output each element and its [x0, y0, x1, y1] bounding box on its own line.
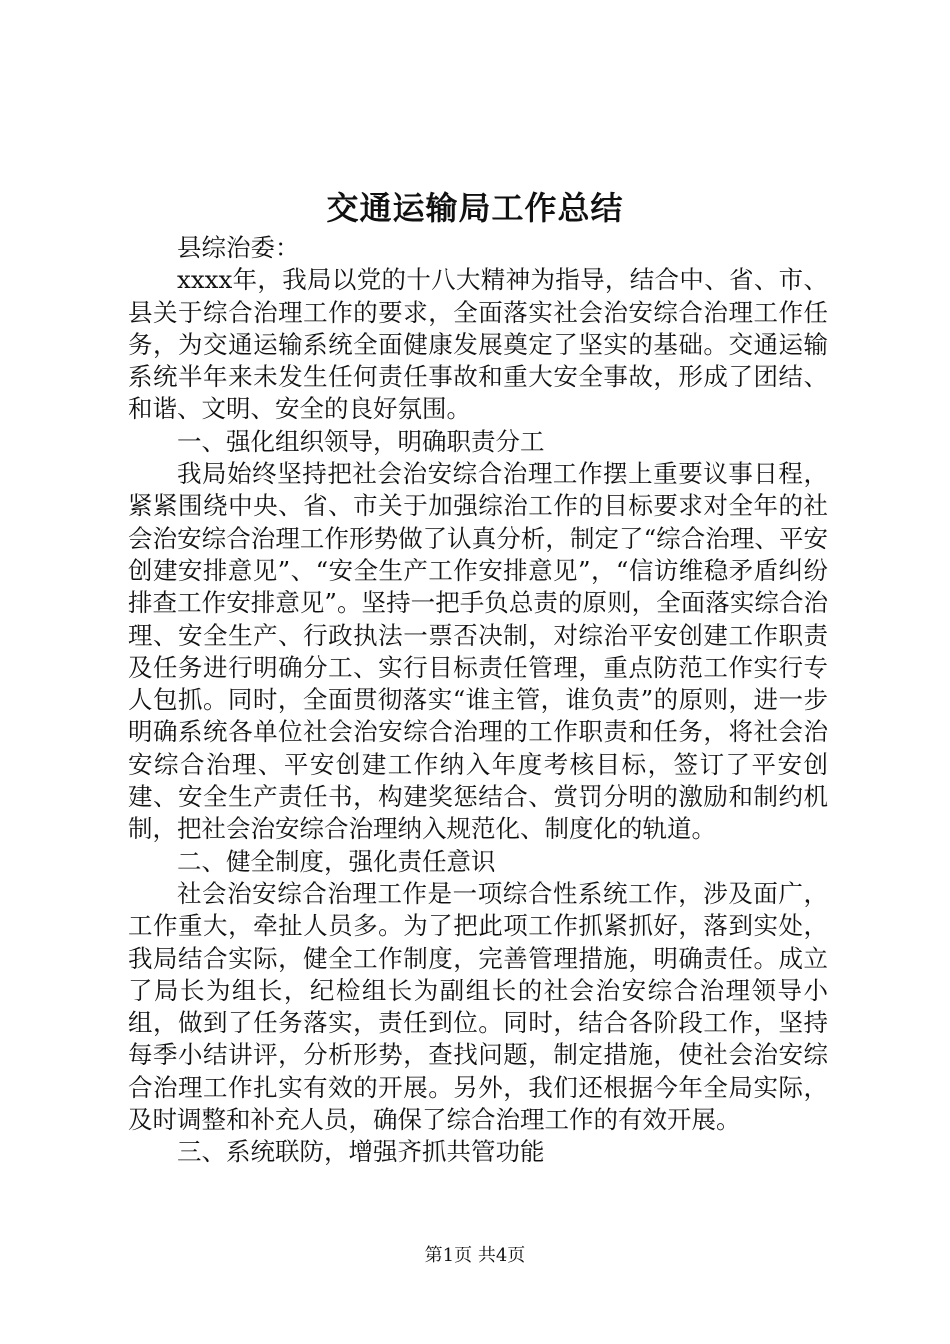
- document-body: [128, 232, 828, 1169]
- salutation: 县综治委：: [177, 233, 300, 262]
- page-footer: [0, 1244, 950, 1268]
- section-2-heading: 二、健全制度，强化责任意识: [177, 846, 496, 876]
- section-2-paragraph: 社会治安综合治理工作是一项综合性系统工作，涉及面广，工作重大，牵扯人员多。为了把此项工作抓紧抓好，落到实处，我局结合实际，健全工作制度，完善管理措施，明确责任。成立了局长为组长，纪检组长为副组长的社会治安综合治理领导小组，做到了任务落实，责任到位。同时，结合各阶段工作，坚持每季小结讲评，分析形势，查找问题，制定措施，使社会治安综合治理工作扎实有效的开展。另外，我们还根据今年全局实际，及时调整和补充人员，确保了综合治理工作的有效开展。: [128, 878, 828, 1135]
- page-number-label: 第1页 共4页: [424, 1245, 526, 1266]
- section-1-paragraph: 我局始终坚持把社会治安综合治理工作摆上重要议事日程，紧紧围绕中央、省、市关于加强综治工作的目标要求对全年的社会治安综合治理工作形势做了认真分析，制定了“综合治理、平安创建安排意见”、“安全生产工作安排意见”，“信访维稳矛盾纠纷排查工作安排意见”。坚持一把手负总责的原则，全面落实综合治理、安全生产、行政执法一票否决制，对综治平安创建工作职责及任务进行明确分工、实行目标责任管理，重点防范工作实行专人包抓。同时，全面贯彻落实“谁主管，谁负责”的原则，进一步明确系统各单位社会治安综合治理的工作职责和任务，将社会治安综合治理、平安创建工作纳入年度考核目标，签订了平安创建、安全生产责任书，构建奖惩结合、赏罚分明的激励和制约机制，把社会治安综合治理纳入规范化、制度化的轨道。: [128, 459, 828, 844]
- section-1-heading: 一、强化组织领导，明确职责分工: [177, 426, 545, 456]
- document-title: 交通运输局工作总结: [326, 189, 624, 227]
- intro-paragraph: xxxx年，我局以党的十八大精神为指导，结合中、省、市、县关于综合治理工作的要求，全面落实社会治安综合治理工作任务，为交通运输系统全面健康发展奠定了坚实的基础。交通运输系统半年来未发生任何责任事故和重大安全事故，形成了团结、和谐、文明、安全的良好氛围。: [128, 265, 828, 424]
- section-3-heading: 三、系统联防，增强齐抓共管功能: [177, 1137, 545, 1167]
